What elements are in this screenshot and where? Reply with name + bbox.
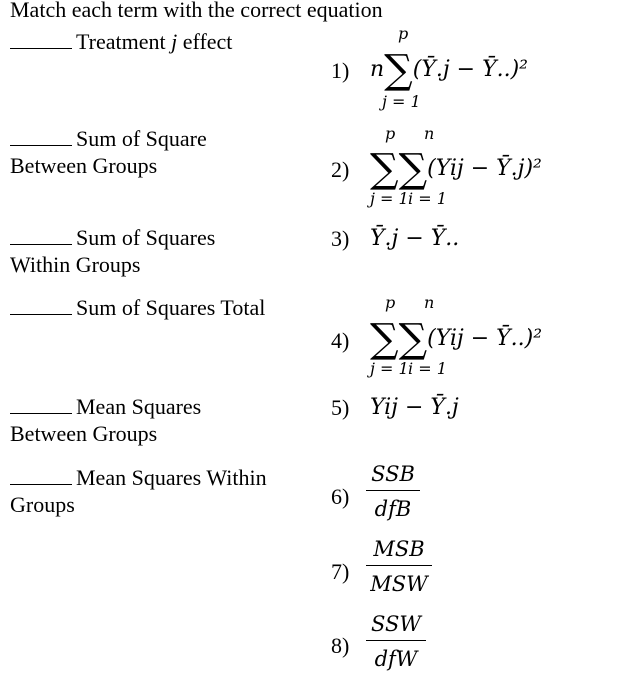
sum-upper-limit: p — [385, 293, 396, 312]
term-label: Mean Squares Within — [76, 465, 267, 490]
coefficient: n — [370, 57, 385, 82]
equation-3: Ȳ.j − Ȳ.. — [370, 226, 460, 251]
term-label: Sum of Squares Total — [76, 295, 266, 320]
sum-upper-limit: p — [385, 124, 396, 143]
term-var: j — [171, 29, 178, 54]
sum-lower-limit: j = 1 — [382, 92, 421, 111]
equation-number: 5) — [331, 395, 350, 420]
equation-number: 6) — [331, 484, 350, 509]
equation-number: 4) — [331, 328, 350, 353]
term-label: Treatment — [76, 29, 166, 54]
answer-blank[interactable] — [10, 127, 72, 146]
sum-lower-limit: i = 1 — [408, 359, 447, 378]
denominator: MSW — [366, 565, 432, 596]
term-label-line2: Between Groups — [10, 153, 158, 178]
sum-lower-limit: j = 1 — [370, 189, 409, 208]
equation-number: 1) — [331, 58, 350, 83]
answer-blank[interactable] — [10, 395, 72, 414]
term-ms-between — [10, 393, 201, 447]
equation-body: (Yij − Ȳ..)² — [427, 326, 543, 351]
sigma-symbol: ∑ — [398, 316, 428, 362]
fraction-7 — [366, 537, 432, 596]
answer-blank[interactable] — [10, 30, 72, 49]
term-label-after: effect — [182, 29, 233, 54]
term-ss-within — [10, 224, 215, 278]
term-label: Sum of Square — [76, 126, 207, 151]
answer-blank[interactable] — [10, 466, 72, 485]
answer-blank[interactable] — [10, 226, 72, 245]
equation-4 — [370, 316, 543, 362]
sum-upper-limit: n — [424, 293, 435, 312]
term-label: Sum of Squares — [76, 225, 216, 250]
answer-blank[interactable] — [10, 296, 72, 315]
denominator: dfB — [366, 490, 420, 521]
fraction-6 — [366, 462, 420, 521]
numerator: MSB — [373, 537, 425, 561]
term-treatment-effect — [10, 28, 232, 55]
sigma-symbol: ∑ — [384, 47, 413, 93]
sum-lower-limit: j = 1 — [370, 359, 409, 378]
equation-number: 2) — [331, 157, 350, 182]
term-ms-within — [10, 464, 267, 518]
term-ss-between — [10, 125, 207, 179]
numerator: SSB — [371, 462, 415, 486]
equation-body: (Ȳ.j − Ȳ..)² — [412, 57, 528, 82]
equation-body: (Yij − Ȳ.j)² — [427, 156, 542, 181]
equation-number: 3) — [331, 226, 350, 251]
term-label-line2: Groups — [10, 492, 75, 517]
sigma-symbol: ∑ — [370, 146, 399, 192]
term-ss-total — [10, 294, 265, 321]
denominator: dfW — [366, 640, 426, 671]
fraction-8 — [366, 612, 426, 671]
equation-1 — [370, 47, 528, 93]
equation-2 — [370, 146, 542, 192]
numerator: SSW — [371, 612, 421, 636]
sigma-symbol: ∑ — [398, 146, 428, 192]
equation-number: 8) — [331, 633, 350, 658]
sum-upper-limit: p — [398, 24, 409, 43]
sigma-symbol: ∑ — [370, 316, 399, 362]
term-label-line2: Within Groups — [10, 252, 141, 277]
term-label-line2: Between Groups — [10, 421, 158, 446]
sum-upper-limit: n — [424, 124, 435, 143]
sum-lower-limit: i = 1 — [408, 189, 447, 208]
term-label: Mean Squares — [76, 394, 202, 419]
page-title: Match each term with the correct equation — [10, 0, 383, 22]
equation-5: Yij − Ȳ.j — [370, 395, 459, 420]
equation-number: 7) — [331, 559, 350, 584]
